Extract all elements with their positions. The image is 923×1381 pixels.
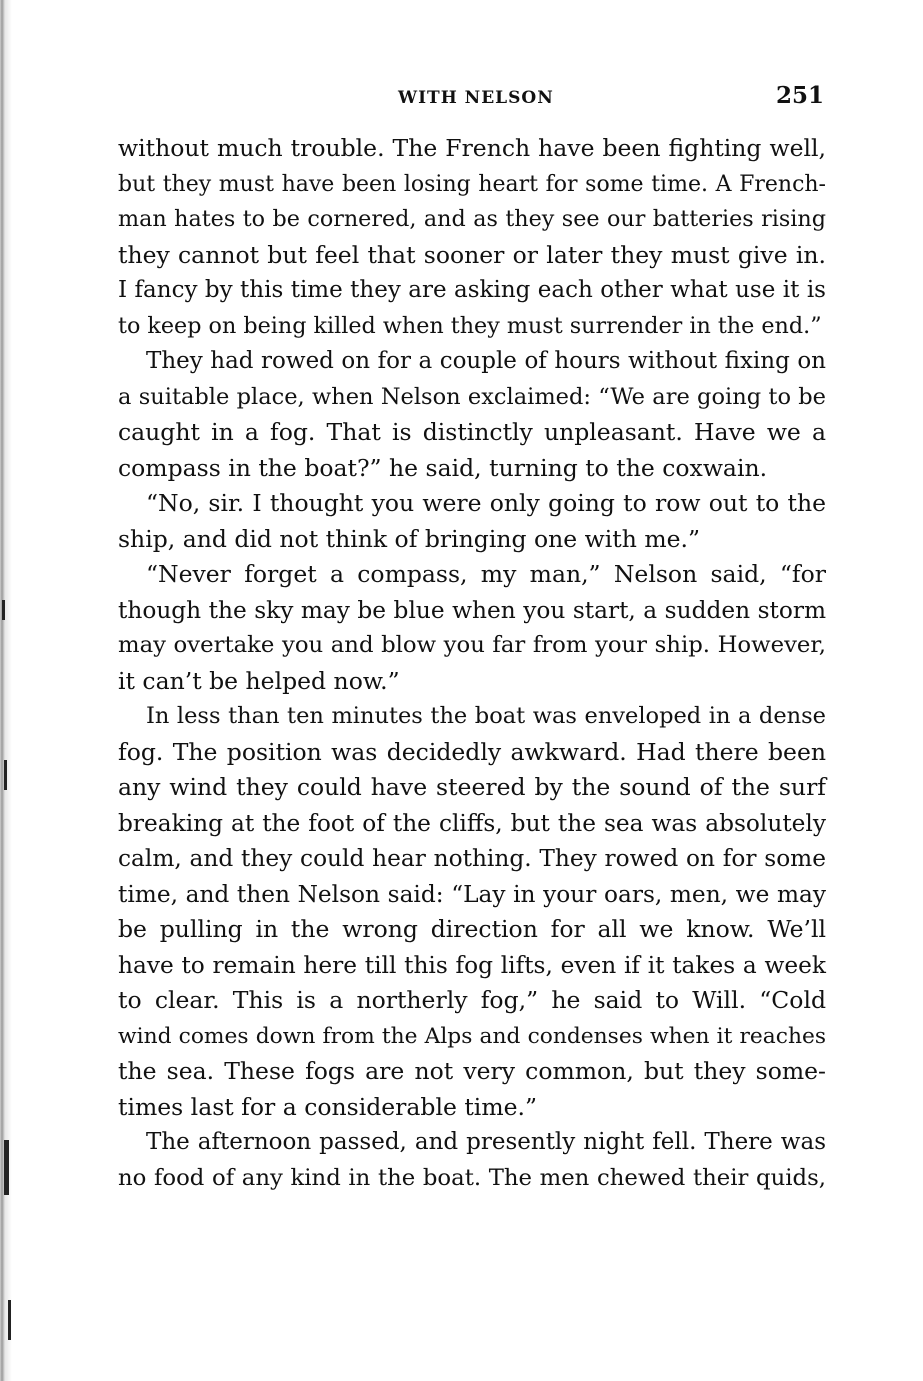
text-line: no food of any kind in the boat. The men chewed their quids, (118, 1164, 826, 1191)
text-line: to clear. This is a northerly fog,” he said to Will. “Cold (118, 986, 826, 1014)
text-line: caught in a fog. That is distinctly unpleasant. Have we a (118, 418, 826, 446)
text-line: “Never forget a compass, my man,” Nelson said, “for (146, 560, 826, 588)
text-line: man hates to be cornered, and as they see our batteries rising (118, 206, 826, 232)
binding-shadow-mark (2, 600, 5, 620)
body-text (118, 131, 826, 1196)
page-binding-edge (0, 0, 30, 1381)
text-line: to keep on being killed when they must surrender in the end.” (118, 312, 822, 339)
text-line: have to remain here till this fog lifts, even if it takes a week (118, 951, 826, 979)
text-line: I fancy by this time they are asking each other what use it is (118, 277, 826, 303)
binding-shadow-mark (4, 1140, 9, 1195)
text-line: times last for a considerable time.” (118, 1092, 537, 1121)
text-line: but they must have been losing heart for some time. A French- (118, 171, 826, 197)
text-line: calm, and they could hear nothing. They rowed on for some (118, 845, 826, 872)
text-line: any wind they could have steered by the sound of the surf (118, 773, 826, 801)
text-line: may overtake you and blow you far from your ship. However, (118, 632, 826, 658)
text-line: the sea. These fogs are not very common, but they some- (118, 1057, 826, 1085)
text-line: The afternoon passed, and presently night fell. There was (146, 1129, 826, 1155)
text-line: though the sky may be blue when you start, a sudden storm (118, 596, 826, 624)
text-line: without much trouble. The French have been fighting well, (118, 134, 826, 162)
page-number: 251 (775, 82, 824, 109)
binding-shadow-mark (4, 760, 7, 790)
text-line: be pulling in the wrong direction for all we know. We’ll (118, 915, 826, 943)
text-line: it can’t be helped now.” (118, 666, 400, 695)
page-header (118, 82, 826, 112)
text-line: breaking at the foot of the cliffs, but the sea was absolutely (118, 809, 826, 837)
text-line: compass in the boat?” he said, turning to the coxwain. (118, 453, 768, 482)
text-line: In less than ten minutes the boat was enveloped in a dense (146, 703, 826, 729)
text-line: fog. The position was decidedly awkward. Had there been (118, 737, 826, 766)
text-line: “No, sir. I thought you were only going to row out to the (146, 489, 826, 517)
text-line: ship, and did not think of bringing one with me.” (118, 524, 701, 553)
binding-shadow-mark (8, 1300, 11, 1340)
text-line: time, and then Nelson said: “Lay in your oars, men, we may (118, 880, 826, 908)
running-head: WITH NELSON (398, 88, 554, 108)
text-line: They had rowed on for a couple of hours without fixing on (146, 348, 826, 374)
text-line: wind comes down from the Alps and condenses when it reaches (118, 1023, 826, 1049)
text-line: they cannot but feel that sooner or later they must give in. (118, 240, 826, 269)
text-line: a suitable place, when Nelson exclaimed: “We are going to be (118, 383, 826, 410)
